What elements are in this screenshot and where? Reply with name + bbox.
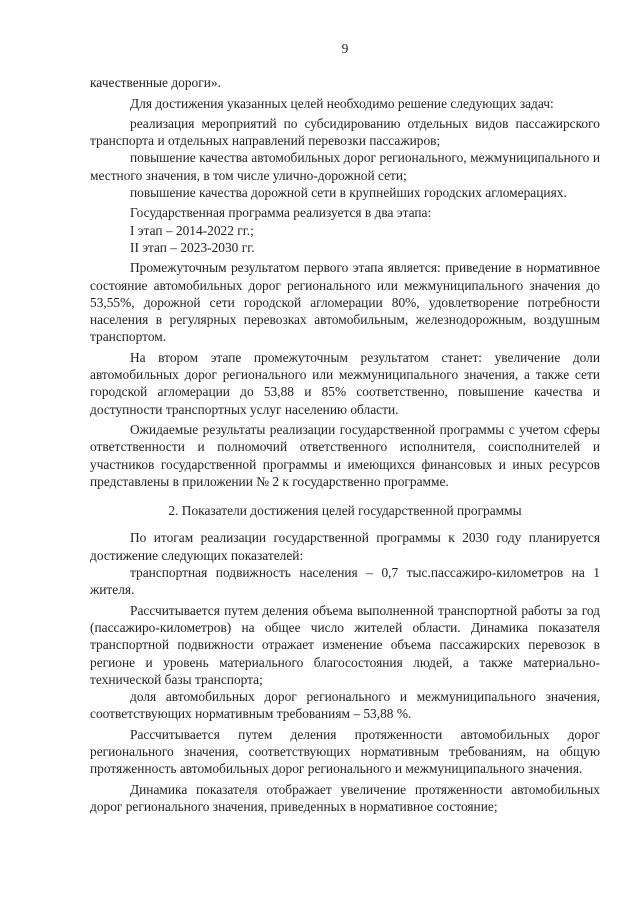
page-number: 9 — [341, 41, 349, 56]
paragraph: I этап – 2014-2022 гг.; — [130, 222, 254, 238]
section-heading: 2. Показатели достижения целей государственной программы — [168, 503, 522, 519]
paragraph: На втором этапе промежуточным результатом станет: увеличение доли автомобильных дорог регионального или межмуниципального значения, а также сети городской агломерации до 53,88 и 85% соответственно, повышение качества и доступности транспортных услуг населению области. — [90, 349, 600, 417]
paragraph: Ожидаемые результаты реализации государственной программы с учетом сферы ответственности и полномочий ответственного исполнителя, соисполнителей и участников государственной программы и имеющихся финансовых и иных ресурсов представлены в приложении № 2 к государственно программе. — [90, 421, 600, 489]
paragraphs-bottom — [90, 529, 600, 815]
paragraph: По итогам реализации государственной программы к 2030 году планируется достижение следующих показателей: — [90, 530, 600, 563]
paragraph: Для достижения указанных целей необходимо решение следующих задач: — [130, 95, 554, 111]
paragraph: Рассчитывается путем деления объема выполненной транспортной работы за год (пассажиро-километров) на общее число жителей области. Динамика показателя транспортной подвижности отражает изменение объема пассажирских перевозок в регионе и уровень материального благосостояния людей, а также материально-технической базы транспорта; — [90, 602, 600, 687]
paragraph: повышение качества автомобильных дорог регионального, межмуниципального и местного значения, в том числе улично-дорожной сети; — [90, 150, 600, 183]
paragraph: II этап – 2023-2030 гг. — [130, 239, 255, 255]
paragraph: транспортная подвижность населения – 0,7 тыс.пассажиро-километров на 1 жителя. — [90, 565, 600, 598]
paragraphs-top — [90, 74, 600, 490]
document-page — [90, 40, 600, 815]
paragraph: Рассчитывается путем деления протяженности автомобильных дорог регионального значения, соответствующих нормативным требованиям, на общую протяженность автомобильных дорог регионального и межмуниципального значения. — [90, 726, 600, 777]
paragraph: Промежуточным результатом первого этапа является: приведение в нормативное состояние автомобильных дорог регионального или межмуниципального значения до 53,55%, дорожной сети городской агломерации 80%, удовлетворение потребности населения в регулярных перевозках автомобильным, железнодорожным, воздушным транспортом. — [90, 260, 600, 345]
paragraph: доля автомобильных дорог регионального и межмуниципального значения, соответствующих нормативным требованиям – 53,88 %. — [90, 689, 600, 722]
paragraph: Динамика показателя отображает увеличение протяженности автомобильных дорог регионального значения, приведенных в нормативное состояние; — [90, 781, 600, 814]
paragraph: Государственная программа реализуется в два этапа: — [130, 205, 432, 221]
paragraph: реализация мероприятий по субсидированию отдельных видов пассажирского транспорта и отдельных направлений перевозки пассажиров; — [90, 115, 600, 149]
paragraph: качественные дороги». — [90, 75, 221, 91]
paragraph: повышение качества дорожной сети в крупнейших городских агломерациях. — [130, 185, 567, 201]
